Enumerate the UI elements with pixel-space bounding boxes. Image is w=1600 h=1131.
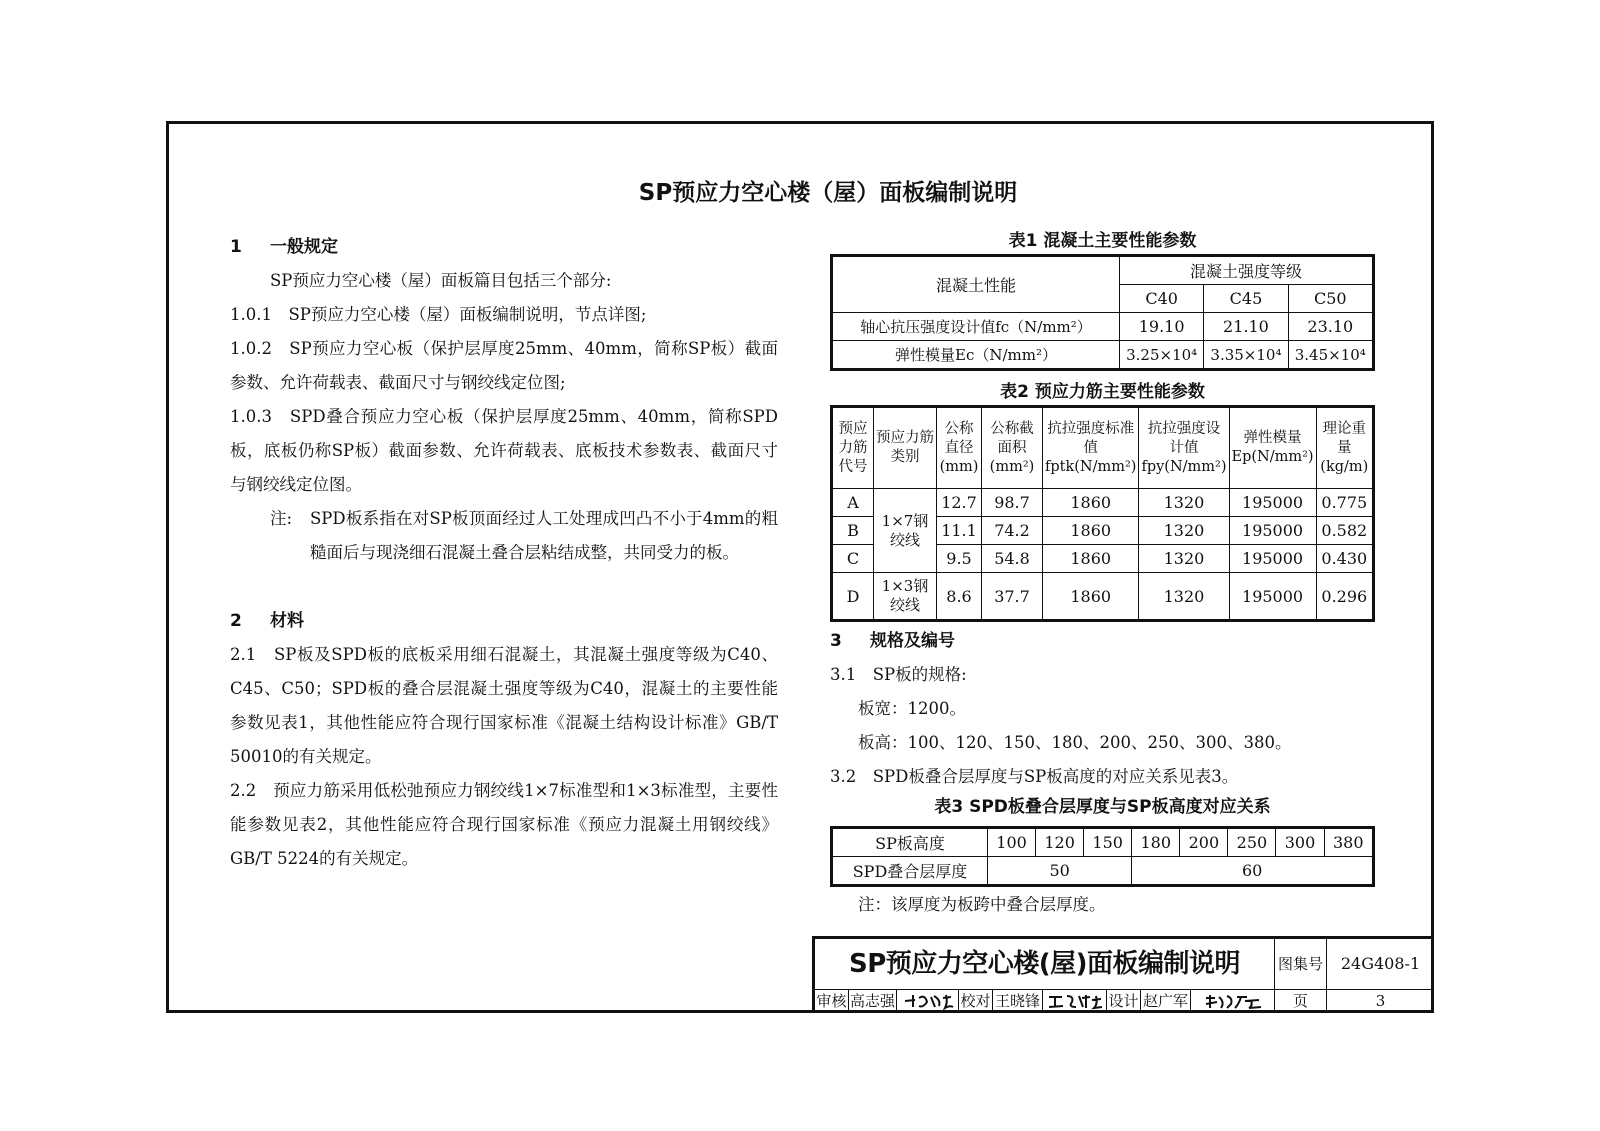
table2-cell: 11.1 — [937, 517, 982, 545]
section-2-item: 2.1 SP板及SPD板的底板采用细石混凝土，其混凝土强度等级为C40、C45、C50；SPD板的叠合层混凝土强度等级为C40，混凝土的主要性能参数见表1，其他性能应符合现行国家标准《混凝土结构设计标准》GB/T 50010的有关规定。 — [230, 645, 778, 766]
section-1-item: 1.0.2 SP预应力空心板（保护层厚度25mm、40mm，简称SP板）截面参数、允许荷载表、截面尺寸与钢绞线定位图; — [230, 339, 778, 392]
section-3-heading: 3 规格及编号 — [830, 631, 955, 651]
table2-cell: 74.2 — [982, 517, 1043, 545]
table1-grade: C45 — [1204, 285, 1288, 313]
section-1-item: 1.0.1 SP预应力空心楼（屋）面板编制说明，节点详图; — [230, 305, 647, 324]
table2-header: 预应力筋代号 — [832, 407, 874, 489]
table2-cell: 195000 — [1229, 573, 1316, 621]
note-body: SPD板系指在对SP板顶面经过人工处理成凹凸不小于4mm的粗糙面后与现浇细石混凝土叠合层粘结成整，共同受力的板。 — [310, 509, 778, 562]
designer-name: 赵广军 — [1141, 990, 1191, 1013]
table2-cell: 1320 — [1139, 489, 1229, 517]
table2-cell: 195000 — [1229, 545, 1316, 573]
table2-cell: 98.7 — [982, 489, 1043, 517]
table2-cell: 12.7 — [937, 489, 982, 517]
table2-cell: 0.775 — [1316, 489, 1373, 517]
atlas-label: 图集号 — [1275, 939, 1327, 990]
table2-cell: 1860 — [1043, 517, 1139, 545]
table1-header-grade: 混凝土强度等级 — [1120, 256, 1374, 285]
table1 — [830, 254, 1375, 371]
table2-cell: B — [832, 517, 874, 545]
review-label: 审核 — [815, 990, 849, 1013]
right-column — [830, 228, 1375, 923]
designer-signature — [1191, 990, 1275, 1013]
section-1-heading: 1 一般规定 — [230, 237, 338, 257]
table3-row-label: SP板高度 — [832, 828, 988, 857]
table2-header: 抗拉强度标准值fptk(N/mm²) — [1043, 407, 1139, 489]
section-1-item: 1.0.3 SPD叠合预应力空心板（保护层厚度25mm、40mm，简称SPD板，底板仍称SP板）截面参数、允许荷载表、底板技术参数表、截面尺寸与钢绞线定位图。 — [230, 407, 778, 494]
table3-height: 300 — [1276, 828, 1324, 857]
table2-cell: 9.5 — [937, 545, 982, 573]
left-column — [230, 230, 778, 876]
table2-title: 表2 预应力筋主要性能参数 — [1000, 382, 1205, 402]
table3-height: 100 — [988, 828, 1036, 857]
table2-cell: 8.6 — [937, 573, 982, 621]
section-3-line: 板宽：1200。 — [858, 699, 966, 718]
section-3-line: 3.2 SPD板叠合层厚度与SP板高度的对应关系见表3。 — [830, 767, 1239, 786]
table2-cell: 1320 — [1139, 573, 1229, 621]
reviewer-name: 高志强 — [849, 990, 897, 1013]
page-label: 页 — [1275, 990, 1327, 1013]
table2-cell: 195000 — [1229, 489, 1316, 517]
table1-header-property: 混凝土性能 — [832, 256, 1120, 313]
table2-cell: C — [832, 545, 874, 573]
section-2-heading: 2 材料 — [230, 611, 304, 631]
table2 — [830, 405, 1375, 622]
table1-title: 表1 混凝土主要性能参数 — [1008, 231, 1197, 251]
table2-cell: 54.8 — [982, 545, 1043, 573]
table3-height: 200 — [1180, 828, 1228, 857]
table2-header: 抗拉强度设计值fpy(N/mm²) — [1139, 407, 1229, 489]
title-block — [812, 936, 1434, 1013]
table3-thickness: 60 — [1132, 857, 1374, 886]
title-block-title: SP预应力空心楼(屋)面板编制说明 — [815, 939, 1275, 990]
table2-cell: 0.582 — [1316, 517, 1373, 545]
section-2-item: 2.2 预应力筋采用低松弛预应力钢绞线1×7标准型和1×3标准型，主要性能参数见表2，其他性能应符合现行国家标准《预应力混凝土用钢绞线》GB/T 5224的有关规定。 — [230, 781, 778, 868]
atlas-number: 24G408-1 — [1327, 939, 1434, 990]
table1-row-label: 弹性模量Ec（N/mm²） — [832, 341, 1120, 370]
design-label: 设计 — [1107, 990, 1141, 1013]
checker-signature — [1043, 990, 1107, 1013]
table1-cell: 21.10 — [1204, 313, 1288, 341]
section-3 — [830, 624, 1375, 794]
table2-header: 公称直径(mm) — [937, 407, 982, 489]
checker-name: 王晓锋 — [993, 990, 1043, 1013]
table3 — [830, 826, 1375, 887]
table2-type: 1×7钢绞线 — [874, 489, 937, 573]
table2-header: 弹性模量Ep(N/mm²) — [1229, 407, 1316, 489]
note-label: 注: — [270, 509, 293, 528]
table3-height: 120 — [1036, 828, 1084, 857]
table1-row-label: 轴心抗压强度设计值fc（N/mm²） — [832, 313, 1120, 341]
table2-cell: A — [832, 489, 874, 517]
table2-cell: 37.7 — [982, 573, 1043, 621]
table2-header: 公称截面积(mm²) — [982, 407, 1043, 489]
table2-cell: 195000 — [1229, 517, 1316, 545]
section-1-note — [230, 502, 778, 570]
table3-title: 表3 SPD板叠合层厚度与SP板高度对应关系 — [934, 797, 1271, 817]
table2-cell: 1860 — [1043, 573, 1139, 621]
table3-thickness: 50 — [988, 857, 1132, 886]
table2-cell: 0.296 — [1316, 573, 1373, 621]
table3-height: 150 — [1084, 828, 1132, 857]
table1-cell: 3.25×10⁴ — [1120, 341, 1204, 370]
table1-cell: 3.45×10⁴ — [1288, 341, 1373, 370]
table2-cell: 1320 — [1139, 517, 1229, 545]
table1-grade: C40 — [1120, 285, 1204, 313]
section-3-line: 3.1 SP板的规格: — [830, 665, 967, 684]
table3-height: 380 — [1324, 828, 1373, 857]
table2-header: 理论重量(kg/m) — [1316, 407, 1373, 489]
table1-cell: 3.35×10⁴ — [1204, 341, 1288, 370]
table2-header: 预应力筋类别 — [874, 407, 937, 489]
table2-type: 1×3钢绞线 — [874, 573, 937, 621]
table2-cell: 0.430 — [1316, 545, 1373, 573]
check-label: 校对 — [959, 990, 993, 1013]
section-3-line: 板高：100、120、150、180、200、250、300、380。 — [858, 733, 1292, 752]
page-title: SP预应力空心楼（屋）面板编制说明 — [638, 180, 1018, 206]
table2-cell: 1860 — [1043, 545, 1139, 573]
table2-cell: 1320 — [1139, 545, 1229, 573]
table3-note: 注：该厚度为板跨中叠合层厚度。 — [858, 895, 1106, 914]
table3-row-label: SPD叠合层厚度 — [832, 857, 988, 886]
section-1-intro: SP预应力空心楼（屋）面板篇目包括三个部分: — [270, 271, 612, 290]
table1-cell: 19.10 — [1120, 313, 1204, 341]
table2-cell: D — [832, 573, 874, 621]
table3-height: 180 — [1132, 828, 1180, 857]
table2-cell: 1860 — [1043, 489, 1139, 517]
table3-height: 250 — [1228, 828, 1276, 857]
table1-grade: C50 — [1288, 285, 1373, 313]
page-number: 3 — [1327, 990, 1434, 1013]
reviewer-signature — [897, 990, 959, 1013]
table1-cell: 23.10 — [1288, 313, 1373, 341]
